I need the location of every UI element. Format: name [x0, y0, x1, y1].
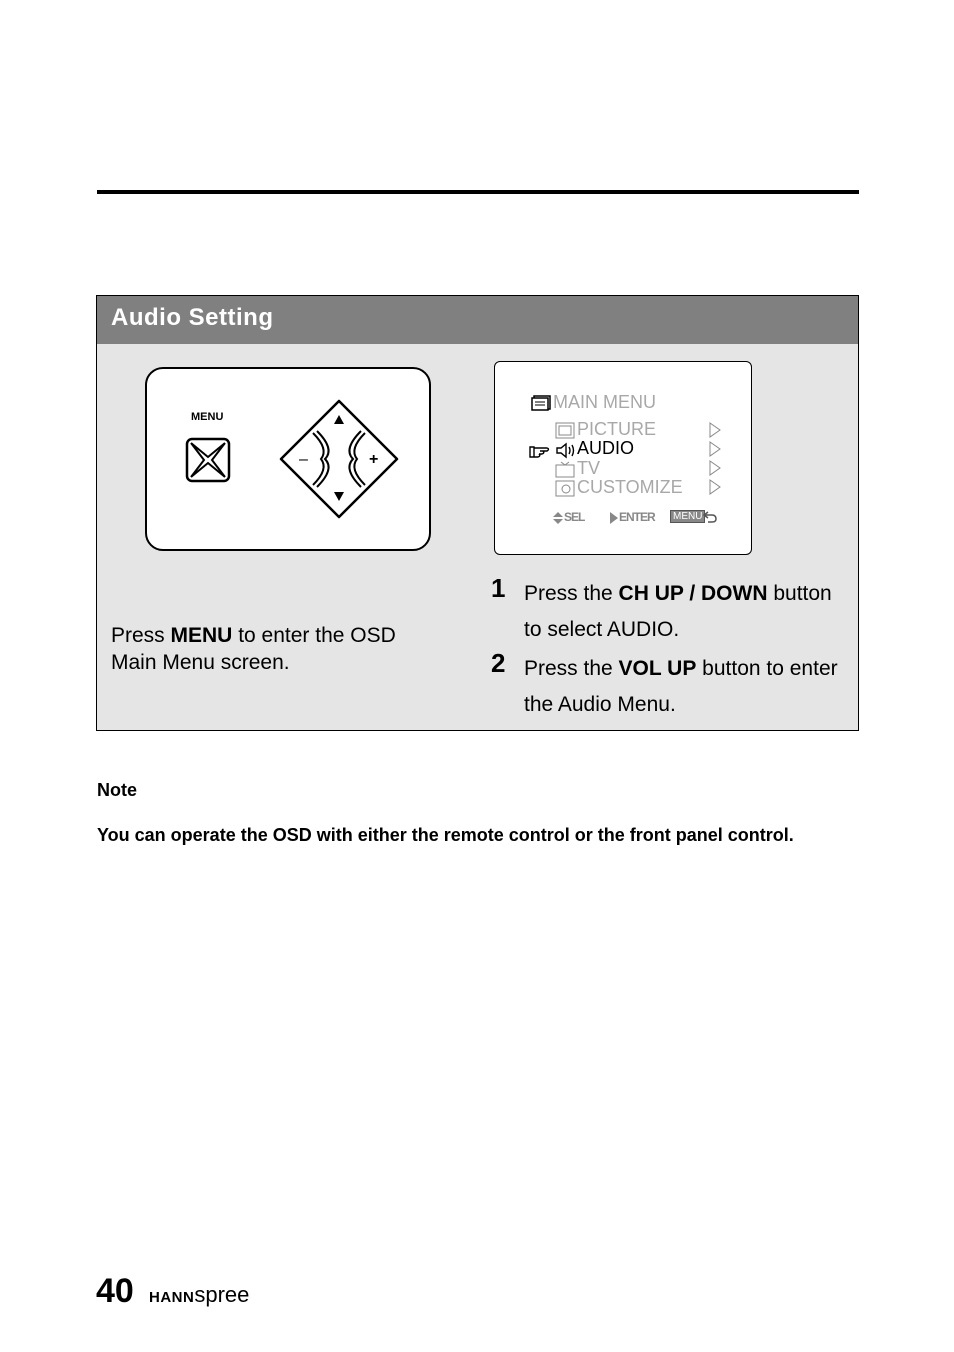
- step-number: 2: [491, 648, 506, 678]
- picture-icon: [555, 422, 575, 439]
- step-text-part: button to select AUDIO.: [524, 582, 832, 641]
- osd-footer-menu: MENU: [670, 510, 705, 523]
- customize-icon: [555, 480, 575, 497]
- instruction-text: Press: [111, 624, 171, 647]
- section-title: Audio Setting: [111, 304, 274, 331]
- brand-bold: HANN: [149, 1289, 195, 1306]
- instruction-text: to enter the OSD Main Menu screen.: [111, 624, 396, 674]
- arrow-right-icon: [709, 422, 721, 438]
- speaker-icon: [555, 442, 577, 459]
- osd-screen-illustration: [494, 361, 752, 555]
- pointing-hand-icon: [529, 443, 551, 459]
- return-icon: [703, 511, 717, 523]
- step-text-part: Press the: [524, 657, 619, 680]
- step-text-part: button to enter the Audio Menu.: [524, 657, 838, 716]
- enter-arrow-icon: [610, 512, 618, 524]
- osd-item-audio[interactable]: AUDIO: [577, 438, 635, 458]
- arrow-right-icon: [709, 479, 721, 495]
- note-heading: Note: [97, 780, 137, 800]
- arrow-right-icon: [709, 441, 721, 457]
- step-text-part: Press the: [524, 582, 619, 605]
- menu-label: MENU: [191, 411, 224, 423]
- plus-symbol: +: [369, 451, 379, 468]
- instruction-key: MENU: [170, 624, 233, 647]
- brand-logo: [149, 1282, 249, 1308]
- dpad-icon: [277, 397, 401, 521]
- minus-symbol: –: [299, 451, 308, 468]
- menu-button-icon: [185, 437, 231, 483]
- step-key: VOL UP: [618, 657, 697, 680]
- osd-item-picture[interactable]: PICTURE: [577, 419, 657, 439]
- brand-light: spree: [194, 1282, 250, 1307]
- tv-icon: [555, 461, 575, 478]
- arrow-right-icon: [709, 460, 721, 476]
- osd-footer-sel: SEL: [564, 510, 585, 524]
- box-header: [97, 296, 858, 344]
- menu-instruction: [111, 622, 441, 676]
- front-panel-illustration: [145, 367, 431, 551]
- step-key: CH UP / DOWN: [618, 582, 768, 605]
- audio-setting-box: [96, 295, 859, 731]
- page-number: 40: [96, 1272, 134, 1310]
- menu-book-icon: [531, 395, 551, 411]
- osd-item-customize[interactable]: CUSTOMIZE: [577, 477, 683, 497]
- osd-item-tv[interactable]: TV: [577, 458, 601, 478]
- step-text: [524, 651, 854, 723]
- top-rule: [97, 190, 859, 194]
- step-number: 1: [491, 573, 506, 603]
- osd-title: MAIN MENU: [553, 392, 656, 412]
- osd-footer-enter: ENTER: [619, 510, 655, 524]
- up-down-arrows-icon: [553, 512, 563, 524]
- step-text: [524, 576, 854, 648]
- note-body: You can operate the OSD with either the remote control or the front panel control.: [97, 825, 794, 845]
